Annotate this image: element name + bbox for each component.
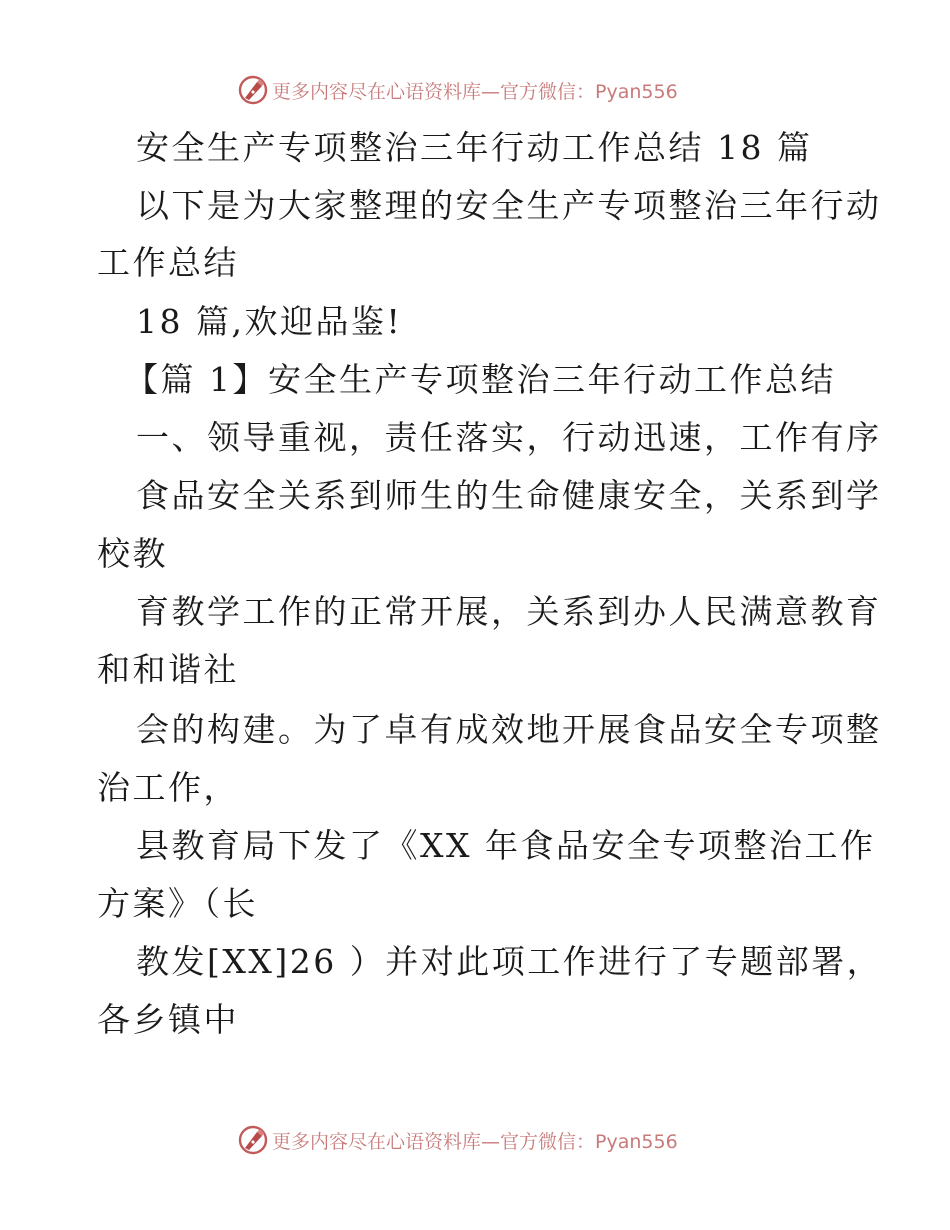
text-line: 县教育局下发了《XX 年食品安全专项整治工作 xyxy=(136,826,876,865)
subsection-heading: 一、领导重视，责任落实，行动迅速，工作有序 xyxy=(136,418,882,457)
text-line: 会的构建。为了卓有成效地开展食品安全专项整 xyxy=(136,710,882,749)
text-line: 育教学工作的正常开展，关系到办人民满意教育 xyxy=(136,592,882,631)
document-title: 安全生产专项整治三年行动工作总结 18 篇 xyxy=(136,128,813,167)
text-line: 方案》（长 xyxy=(97,884,258,923)
text-line: 以下是为大家整理的安全生产专项整治三年行动 xyxy=(136,186,882,225)
text-line: 工作总结 xyxy=(97,243,239,282)
text-line: 食品安全关系到师生的生命健康安全，关系到学 xyxy=(136,476,882,515)
pen-nib-circle-icon xyxy=(236,73,270,107)
watermark-text: 更多内容尽在心语资料库—官方微信：Pyan556 xyxy=(272,1130,678,1153)
pen-nib-circle-icon xyxy=(236,1123,270,1157)
footer-watermark-banner xyxy=(236,1122,678,1158)
section-heading: 【篇 1】安全生产专项整治三年行动工作总结 xyxy=(125,360,836,399)
header-watermark-banner xyxy=(236,72,678,108)
watermark-text: 更多内容尽在心语资料库—官方微信：Pyan556 xyxy=(272,80,678,103)
text-line: 各乡镇中 xyxy=(97,1000,239,1039)
text-line: 18 篇,欢迎品鉴! xyxy=(136,302,403,341)
text-line: 治工作， xyxy=(97,768,239,807)
text-line: 校教 xyxy=(97,534,168,573)
text-line: 教发[XX]26 ）并对此项工作进行了专题部署， xyxy=(136,942,883,981)
text-line: 和和谐社 xyxy=(97,650,239,689)
